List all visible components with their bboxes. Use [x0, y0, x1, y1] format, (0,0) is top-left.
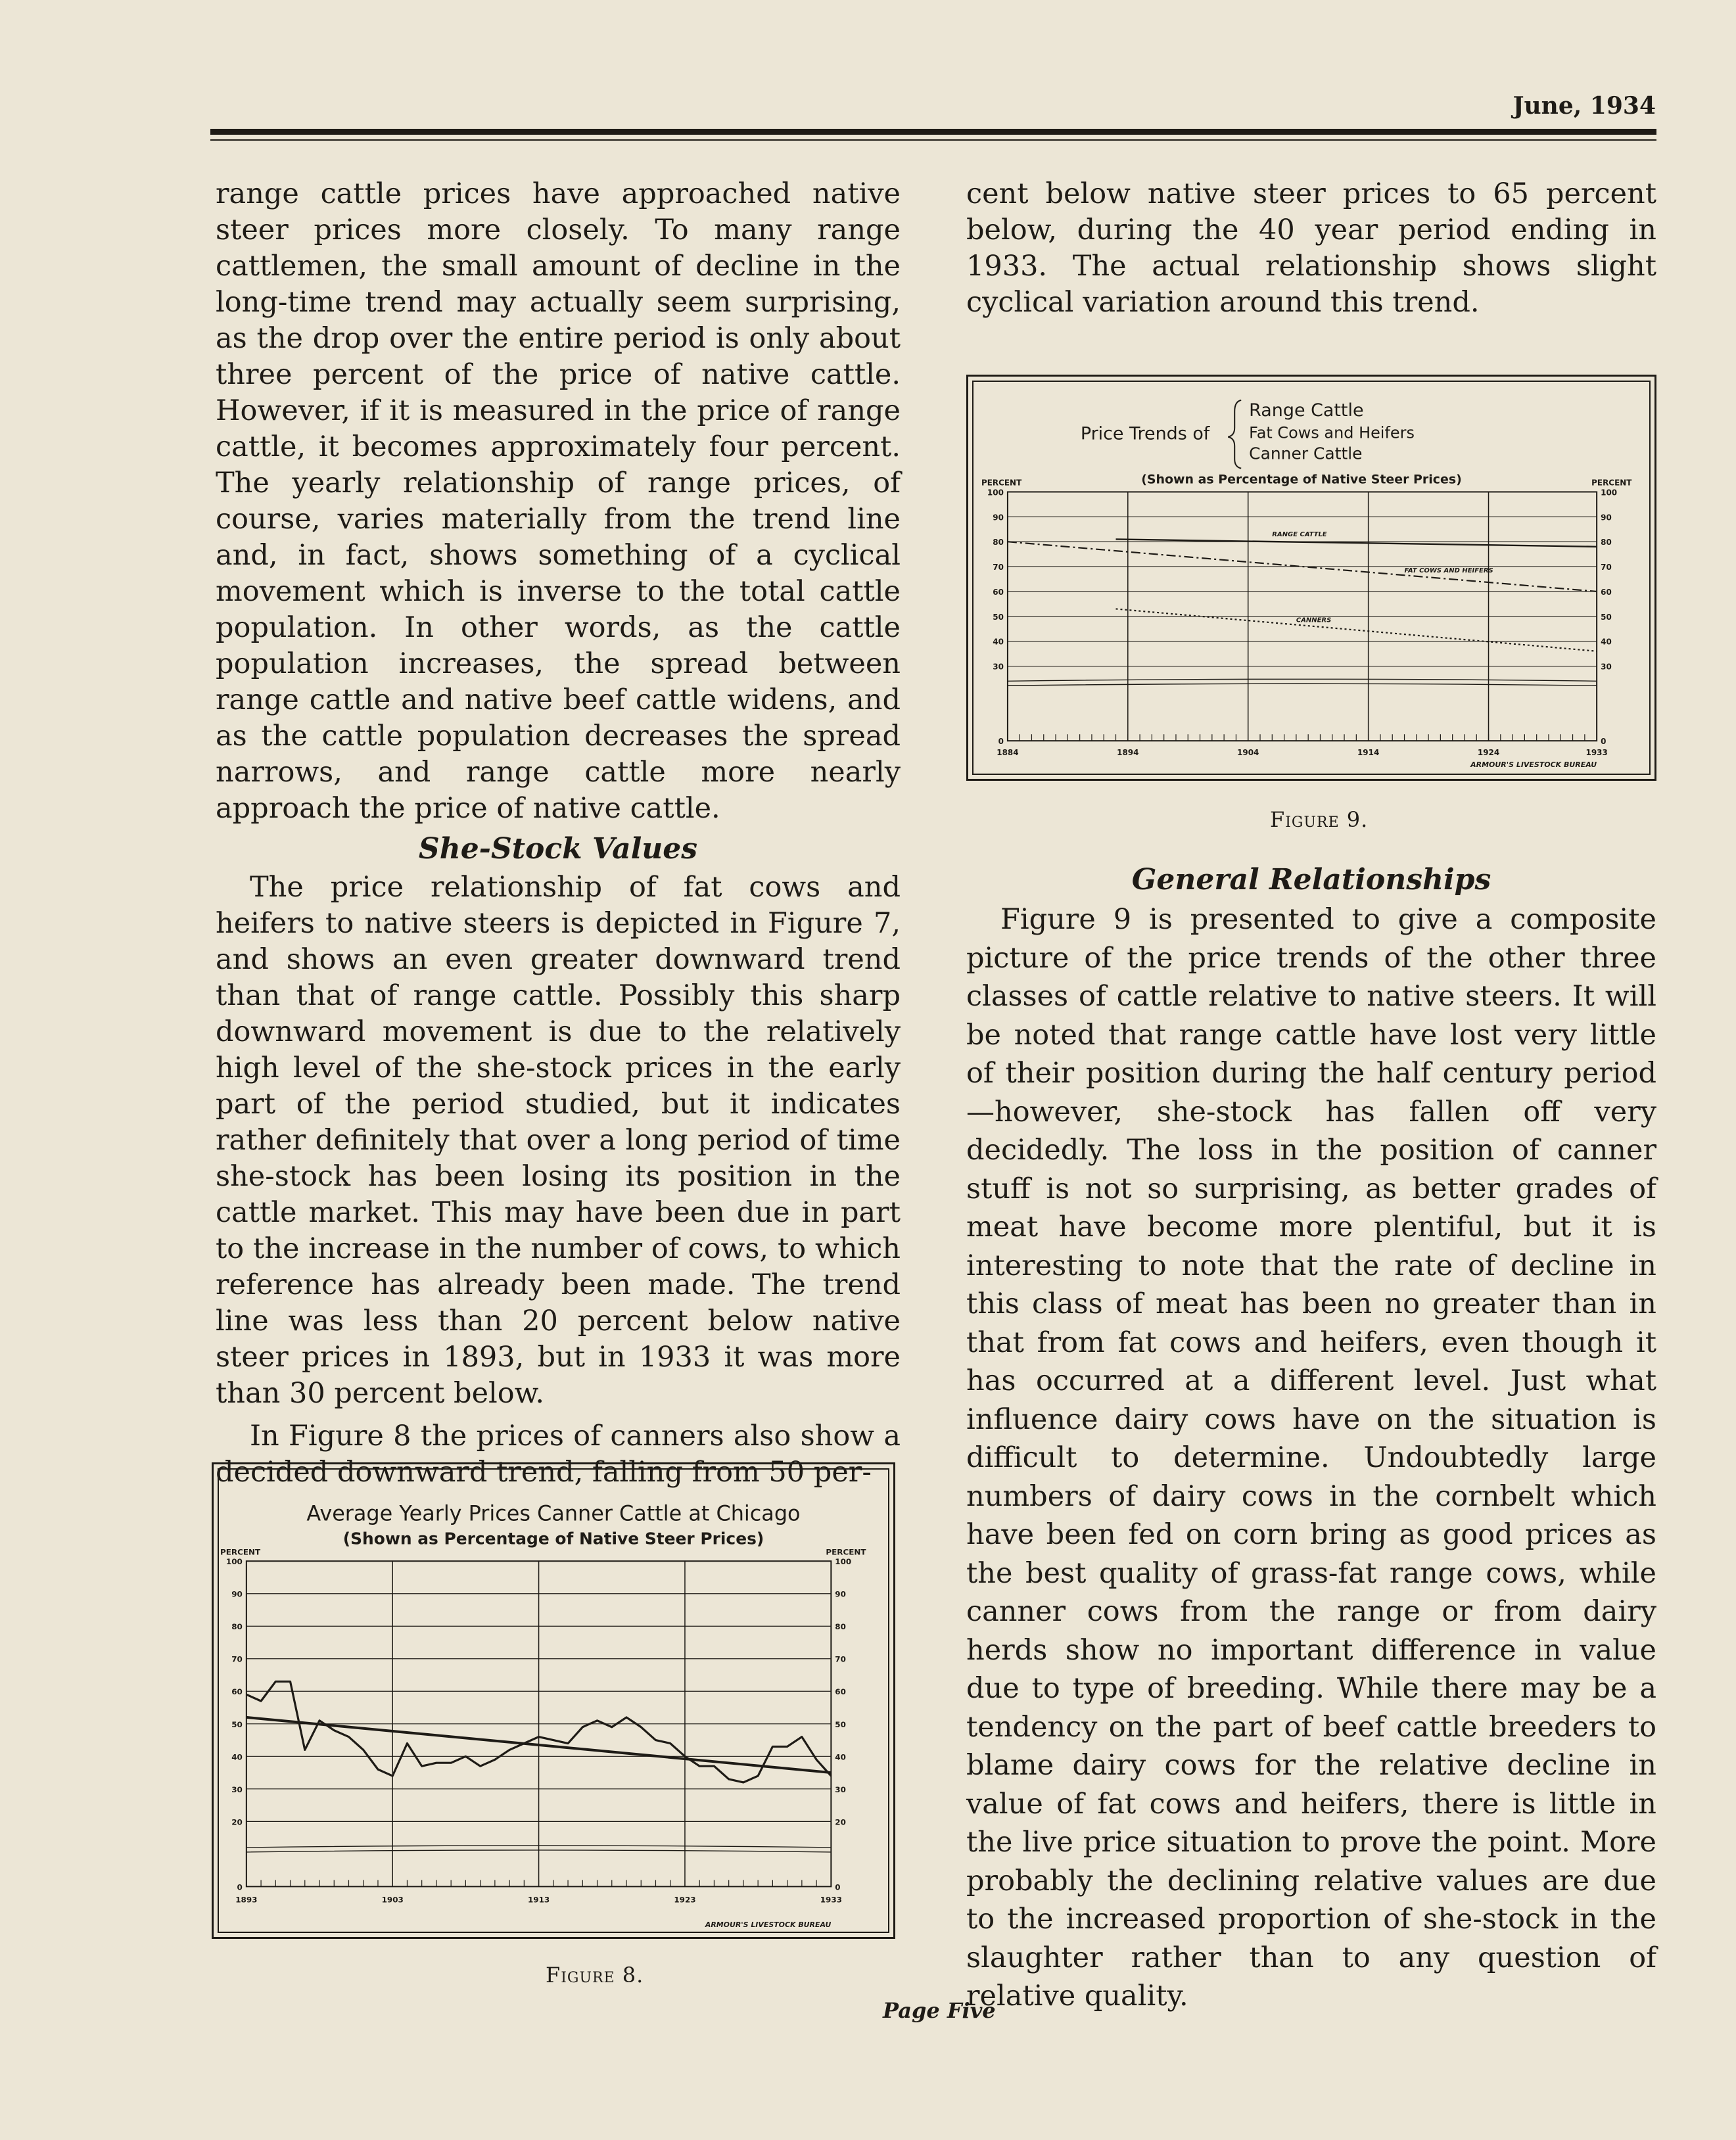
y-tick-label-left: 70 — [231, 1654, 243, 1664]
page-number: Page Five — [883, 1998, 996, 2023]
y-tick-label-right: 70 — [1601, 563, 1612, 572]
y-tick-label-left: 90 — [993, 513, 1004, 523]
x-tick-label: 1894 — [1117, 748, 1139, 758]
series-label: RANGE CATTLE — [1272, 531, 1327, 539]
x-tick-label: 1904 — [1237, 748, 1259, 758]
y-axis-label-left: PERCENT — [981, 478, 1022, 488]
y-tick-label-right: 30 — [835, 1784, 846, 1794]
y-tick-label-left: 20 — [231, 1817, 243, 1827]
y-tick-label-right: 90 — [1601, 513, 1612, 523]
right-paragraph-1: cent below native steer prices to 65 percent below, during the 40 year period ending in 1933. The actual relationship shows slight cyclical variation around this trend. — [966, 177, 1656, 319]
y-tick-label-left: 60 — [993, 587, 1004, 597]
y-tick-label-left: 30 — [231, 1784, 243, 1794]
y-tick-label-right: 30 — [1601, 662, 1612, 672]
y-tick-label-left: 50 — [993, 612, 1004, 622]
left-paragraph-2: The price relationship of fat cows and heifers to native steers is depicted in Figure 7, and shows an even greater downward trend than that of range cattle. Possibly this sharp downward movement is due to the relatively high level of the she-stock prices in the early part of the period studied, but it indicates rather definitely that over a long period of time she-stock has been losing its position in the cattle market. This may have been due in part to the increase in the number of cows, to which reference has already been made. The trend line was less than 20 percent below native steer prices in 1893, but in 1933 it was more than 30 percent below. — [216, 871, 901, 1410]
y-tick-label-left: 100 — [987, 488, 1004, 498]
y-tick-label-right: 50 — [1601, 612, 1612, 622]
y-tick-label-right: 0 — [1601, 737, 1607, 747]
right-paragraph-2: Figure 9 is presented to give a composite picture of the price trends of the other three classes of cattle relative to native steers. It will be noted that range cattle have lost very little of their position during the half century period—however, she-stock has fallen off very decidedly. The loss in the position of canner stuff is not so surprising, as better grades of meat have become more plentiful, but it is interesting to note that the rate of decline in this class of meat has been no greater than in that from fat cows and heifers, even though it has occurred at a different level. Just what influence dairy cows have on the situation is difficult to determine. Undoubtedly large numbers of dairy cows in the cornbelt which have been fed on corn bring as good prices as the best quality of grass-fat range cows, while canner cows from the range or from dairy herds show no important difference in value due to type of breeding. While there may be a tendency on the part of beef cattle breeders to blame dairy cows for the relative decline in value of fat cows and heifers, there is little in the live price situation to prove the point. More probably the declining relative values are due to the increased proportion of she-stock in the slaughter rather than to any question of relative quality. — [966, 903, 1656, 2012]
left-paragraph-1: range cattle prices have approached native steer prices more closely. To many range cattlemen, the small amount of decline in the long-time trend may actually seem surprising, as the drop over the entire period is only about three percent of the price of native cattle. However, if it is measured in the price of range cattle, it becomes approximately four percent. The yearly relationship of range prices, of course, varies materially from the trend line and, in fact, shows something of a cyclical movement which is inverse to the total cattle population. In other words, as the cattle population increases, the spread between range cattle and native beef cattle widens, and as the cattle population decreases the spread narrows, and range cattle more nearly approach the price of native cattle. — [216, 177, 901, 825]
y-axis-label-left: PERCENT — [220, 1547, 261, 1557]
x-tick-label: 1923 — [674, 1895, 696, 1905]
series-range-cattle — [1116, 539, 1597, 546]
y-tick-label-right: 0 — [835, 1882, 841, 1892]
header-rule-thick — [210, 129, 1656, 135]
chart-subtitle: (Shown as Percentage of Native Steer Prices) — [1141, 472, 1462, 487]
right-column-bottom — [966, 858, 1656, 2016]
x-tick-label: 1903 — [381, 1895, 404, 1905]
chart-title-prefix: Price Trends of — [1080, 423, 1210, 444]
series-canners — [1116, 609, 1597, 651]
y-tick-label-right: 80 — [1601, 538, 1612, 547]
y-tick-label-right: 90 — [835, 1589, 846, 1599]
figure-8-caption: Figure 8. — [546, 1963, 644, 1988]
y-tick-label-left: 0 — [237, 1882, 243, 1892]
figure-9-chart — [966, 375, 1656, 781]
x-tick-label: 1924 — [1477, 748, 1500, 758]
chart-title: Average Yearly Prices Canner Cattle at Chicago — [306, 1500, 801, 1526]
axis-break-line — [1008, 679, 1597, 681]
y-tick-label-left: 50 — [231, 1719, 243, 1729]
x-tick-label: 1933 — [1585, 748, 1608, 758]
y-tick-label-left: 30 — [993, 662, 1004, 672]
y-tick-label-left: 90 — [231, 1589, 243, 1599]
source-label: ARMOUR'S LIVESTOCK BUREAU — [705, 1920, 832, 1930]
y-tick-label-right: 70 — [835, 1654, 846, 1664]
left-column — [216, 176, 901, 1491]
legend-item-fat-cows: Fat Cows and Heifers — [1249, 423, 1415, 442]
chart-subtitle: (Shown as Percentage of Native Steer Prices) — [342, 1529, 764, 1548]
source-label: ARMOUR'S LIVESTOCK BUREAU — [1470, 760, 1597, 770]
legend-item-canner-cattle: Canner Cattle — [1249, 444, 1363, 463]
legend-brace — [1228, 400, 1241, 469]
y-axis-label-right: PERCENT — [826, 1547, 866, 1557]
header-rule-thin — [210, 139, 1656, 141]
page-date: June, 1934 — [1513, 92, 1656, 120]
y-tick-label-right: 100 — [835, 1557, 852, 1567]
y-tick-label-right: 40 — [1601, 637, 1612, 647]
y-tick-label-right: 50 — [835, 1719, 846, 1729]
y-axis-label-right: PERCENT — [1591, 478, 1632, 488]
she-stock-heading: She-Stock Values — [418, 832, 698, 866]
y-tick-label-left: 0 — [998, 737, 1004, 747]
y-tick-label-left: 40 — [993, 637, 1004, 647]
y-tick-label-left: 40 — [231, 1752, 243, 1762]
figure-9-svg — [974, 382, 1649, 774]
axis-break-line — [1008, 684, 1597, 686]
figure-8-svg — [219, 1470, 888, 1932]
figure-9-caption: Figure 9. — [1270, 807, 1369, 832]
y-tick-label-left: 80 — [231, 1622, 243, 1632]
y-tick-label-right: 80 — [835, 1622, 846, 1632]
x-tick-label: 1914 — [1357, 748, 1380, 758]
left-paragraph-3: In Figure 8 the prices of canners also show a decided downward trend, falling from 50 per- — [216, 1420, 901, 1489]
y-tick-label-left: 100 — [225, 1557, 243, 1567]
y-tick-label-left: 80 — [993, 538, 1004, 547]
y-tick-label-right: 100 — [1601, 488, 1618, 498]
y-tick-label-left: 70 — [993, 563, 1004, 572]
y-tick-label-right: 20 — [835, 1817, 846, 1827]
y-tick-label-left: 60 — [231, 1687, 243, 1697]
y-tick-label-right: 60 — [835, 1687, 846, 1697]
x-tick-label: 1933 — [820, 1895, 842, 1905]
x-tick-label: 1893 — [235, 1895, 258, 1905]
series-label: FAT COWS AND HEIFERS — [1404, 567, 1493, 575]
figure-8-chart — [212, 1462, 895, 1939]
general-relationships-heading: General Relationships — [1131, 863, 1491, 896]
x-tick-label: 1913 — [527, 1895, 550, 1905]
y-tick-label-right: 40 — [835, 1752, 846, 1762]
x-tick-label: 1884 — [997, 748, 1019, 758]
right-column-top — [966, 176, 1656, 321]
legend-item-range-cattle: Range Cattle — [1249, 400, 1364, 421]
series-label: CANNERS — [1296, 616, 1332, 624]
y-tick-label-right: 60 — [1601, 587, 1612, 597]
